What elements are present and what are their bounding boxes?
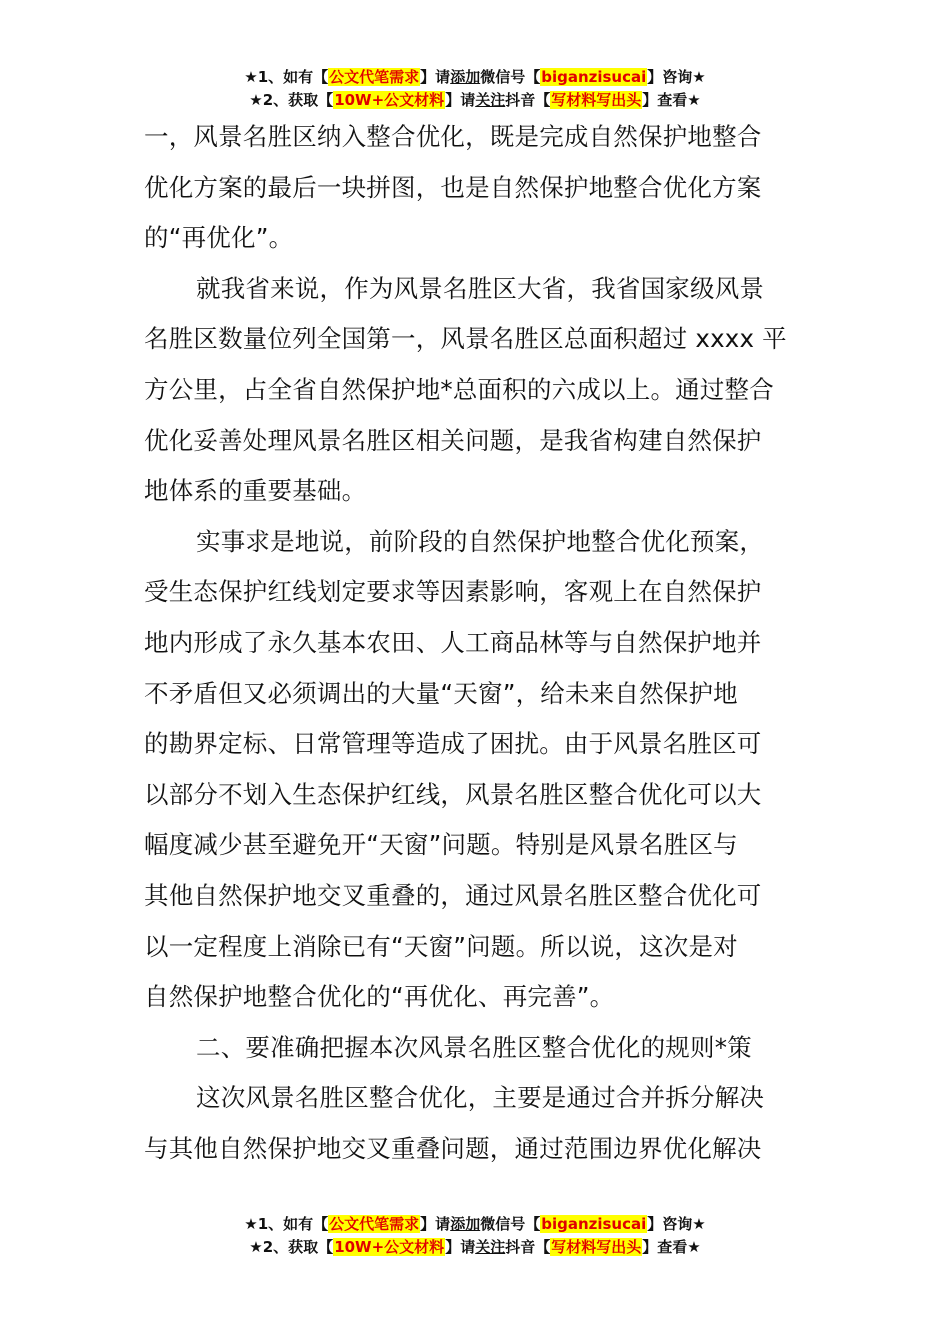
text-line: 受生态保护红线划定要求等因素影响，客观上在自然保护 — [144, 577, 762, 607]
banner-line-2: ★2、获取【10W+公文材料】请关注抖音【写材料写出头】查看★ — [249, 1238, 701, 1256]
text-line: 二、要准确把握本次风景名胜区整合优化的规则*策 — [196, 1032, 752, 1062]
highlight-materials: 10W+公文材料 — [334, 1238, 445, 1256]
footer-banner — [0, 1213, 950, 1259]
highlight-wechat-id: biganzisucai — [541, 1215, 647, 1233]
highlight-wechat-id: biganzisucai — [541, 68, 647, 86]
text-line: 的勘界定标、日常管理等造成了困扰。由于风景名胜区可 — [144, 729, 762, 759]
text-line: 的“再优化”。 — [144, 223, 294, 253]
paragraph — [144, 264, 808, 517]
banner-line-1: ★1、如有【公文代笔需求】请添加微信号【biganzisucai】咨询★ — [244, 1215, 706, 1233]
document-body — [144, 112, 808, 1174]
text-line: 其他自然保护地交叉重叠的，通过风景名胜区整合优化可 — [144, 880, 762, 910]
text-line: 不矛盾但又必须调出的大量“天窗”，给未来自然保护地 — [144, 678, 738, 708]
highlight-service: 公文代笔需求 — [329, 68, 420, 86]
text-line: 就我省来说，作为风景名胜区大省，我省国家级风景 — [196, 273, 765, 303]
text-line: 自然保护地整合优化的“再优化、再完善”。 — [144, 982, 615, 1012]
text-line: 以一定程度上消除已有“天窗”问题。所以说，这次是对 — [144, 931, 738, 961]
paragraph — [144, 517, 808, 1023]
text-line: 名胜区数量位列全国第一，风景名胜区总面积超过 xxxx 平 — [144, 324, 787, 354]
paragraph — [144, 112, 808, 264]
text-line: 优化妥善处理风景名胜区相关问题，是我省构建自然保护 — [144, 425, 762, 455]
text-line: 与其他自然保护地交叉重叠问题，通过范围边界优化解决 — [144, 1133, 762, 1163]
highlight-douyin: 写材料写出头 — [551, 1238, 642, 1256]
paragraph — [144, 1073, 808, 1174]
text-line: 这次风景名胜区整合优化，主要是通过合并拆分解决 — [196, 1083, 765, 1113]
highlight-douyin: 写材料写出头 — [551, 91, 642, 109]
text-line: 一，风景名胜区纳入整合优化，既是完成自然保护地整合 — [144, 122, 762, 151]
highlight-materials: 10W+公文材料 — [334, 91, 445, 109]
section-heading — [144, 1023, 808, 1074]
text-line: 方公里，占全省自然保护地*总面积的六成以上。通过整合 — [144, 374, 774, 404]
text-line: 以部分不划入生态保护红线，风景名胜区整合优化可以大 — [144, 779, 762, 809]
header-banner — [0, 66, 950, 112]
text-line: 优化方案的最后一块拼图，也是自然保护地整合优化方案 — [144, 172, 762, 202]
text-line: 实事求是地说，前阶段的自然保护地整合优化预案， — [196, 526, 765, 556]
text-line: 地体系的重要基础。 — [144, 476, 367, 506]
text-line: 幅度减少甚至避免开“天窗”问题。特别是风景名胜区与 — [144, 830, 738, 860]
banner-line-1: ★1、如有【公文代笔需求】请添加微信号【biganzisucai】咨询★ — [244, 68, 706, 86]
text-line: 地内形成了永久基本农田、人工商品林等与自然保护地并 — [144, 627, 762, 657]
banner-line-2: ★2、获取【10W+公文材料】请关注抖音【写材料写出头】查看★ — [249, 91, 701, 109]
highlight-service: 公文代笔需求 — [329, 1215, 420, 1233]
